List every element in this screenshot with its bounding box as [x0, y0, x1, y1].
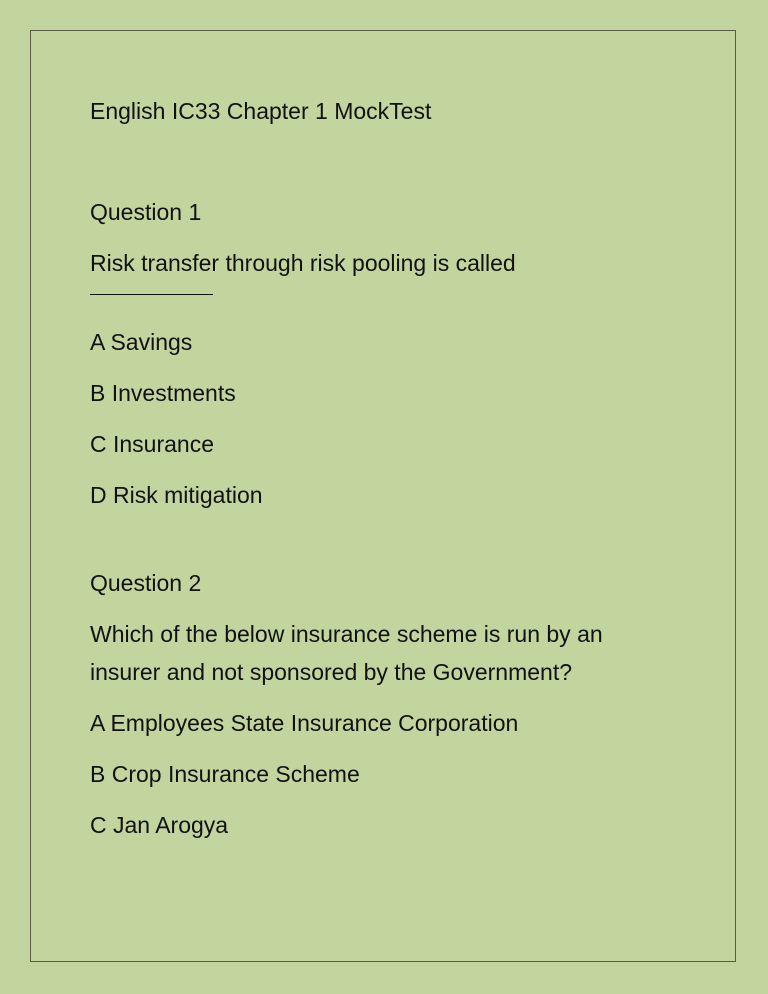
option-b: B Investments	[90, 380, 236, 406]
question-text-line: Which of the below insurance scheme is run by an	[90, 621, 603, 647]
option-c: C Jan Arogya	[90, 812, 229, 838]
document-title: English IC33 Chapter 1 MockTest	[90, 98, 432, 124]
question-2	[90, 564, 710, 844]
question-1	[90, 193, 710, 514]
question-text-line: insurer and not sponsored by the Government?	[90, 659, 573, 685]
answer-blank	[90, 294, 213, 295]
document-content	[90, 92, 710, 857]
option-d: D Risk mitigation	[90, 482, 263, 508]
option-a: A Savings	[90, 329, 193, 355]
question-text	[90, 615, 710, 691]
question-text	[90, 244, 710, 282]
option-b: B Crop Insurance Scheme	[90, 761, 360, 787]
question-label: Question 2	[90, 570, 202, 596]
option-a: A Employees State Insurance Corporation	[90, 710, 519, 736]
question-label: Question 1	[90, 199, 202, 225]
question-text-line: Risk transfer through risk pooling is called	[90, 250, 516, 276]
option-c: C Insurance	[90, 431, 215, 457]
